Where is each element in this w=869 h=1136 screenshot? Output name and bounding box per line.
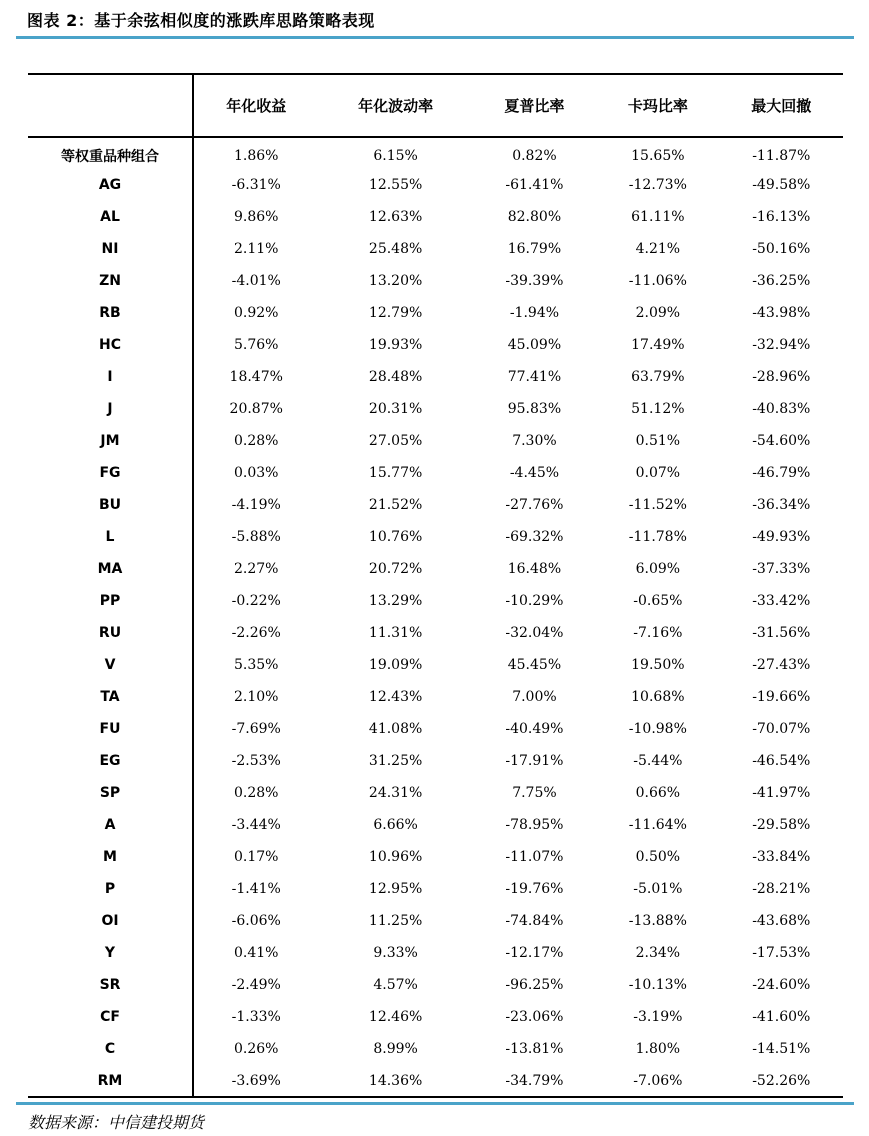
table-cell: 0.41%: [233, 945, 279, 961]
table-cell: 0.07%: [635, 465, 681, 481]
table-cell: -36.25%: [752, 273, 811, 289]
table-cell: -28.96%: [752, 369, 811, 385]
table-cell: 31.25%: [368, 753, 423, 769]
table-row: [28, 841, 843, 873]
row-label: I: [28, 361, 193, 393]
table-cell: 63.79%: [631, 369, 685, 385]
table-row: [28, 233, 843, 265]
table-cell: 6.15%: [373, 147, 418, 164]
table-row: [28, 521, 843, 553]
table-cell: -31.56%: [752, 625, 811, 641]
table-cell: 9.86%: [233, 209, 279, 225]
table-cell: -37.33%: [752, 561, 811, 577]
table-cell: -27.76%: [505, 497, 564, 513]
table-cell: 7.00%: [512, 689, 557, 705]
table-cell: 18.47%: [229, 369, 283, 385]
table-cell: 10.76%: [368, 529, 423, 545]
table-cell: 61.11%: [631, 209, 685, 225]
table-cell: 12.63%: [368, 209, 423, 225]
header-max-drawdown: 最大回撤: [720, 74, 843, 137]
table-cell: 45.09%: [507, 337, 562, 353]
table-row: [28, 969, 843, 1001]
table-cell: 20.31%: [368, 401, 423, 417]
table-cell: -4.45%: [509, 465, 560, 481]
table-cell: -5.88%: [231, 529, 281, 545]
table-cell: -6.31%: [231, 177, 281, 193]
table-cell: -0.22%: [231, 593, 281, 609]
row-label: 等权重品种组合: [28, 137, 193, 169]
header-calmar-ratio: 卡玛比率: [596, 74, 719, 137]
row-label: TA: [28, 681, 193, 713]
row-label: C: [28, 1033, 193, 1065]
table-cell: -11.64%: [628, 817, 687, 833]
table-cell: -54.60%: [752, 433, 811, 449]
table-cell: -43.98%: [752, 305, 811, 321]
header-annual-return: 年化收益: [193, 74, 318, 137]
row-label: CF: [28, 1001, 193, 1033]
table-cell: 0.66%: [635, 785, 681, 801]
table-cell: -41.97%: [752, 785, 811, 801]
table-cell: 1.86%: [233, 147, 279, 164]
title-divider: [16, 36, 854, 39]
table-cell: 12.95%: [368, 881, 423, 897]
table-cell: 95.83%: [507, 401, 562, 417]
table-cell: -3.44%: [231, 817, 281, 833]
table-cell: 6.66%: [373, 817, 418, 833]
table-cell: -70.07%: [752, 721, 811, 737]
table-cell: -7.16%: [633, 625, 683, 641]
table-row: [28, 137, 843, 169]
table-cell: 19.93%: [368, 337, 423, 353]
table-cell: -11.07%: [505, 849, 564, 865]
table-cell: 0.28%: [233, 785, 279, 801]
table-cell: -5.01%: [633, 881, 683, 897]
table-row: [28, 745, 843, 777]
table-cell: -1.94%: [509, 305, 560, 321]
table-cell: 15.77%: [368, 465, 423, 481]
table-cell: -24.60%: [752, 977, 811, 993]
table-cell: 14.36%: [318, 1065, 472, 1097]
table-cell: 4.21%: [635, 241, 681, 257]
table-cell: -12.73%: [628, 177, 687, 193]
table-cell: -46.54%: [752, 753, 811, 769]
table-row: [28, 265, 843, 297]
table-cell: 41.08%: [368, 721, 423, 737]
table-cell: -34.79%: [473, 1065, 596, 1097]
table-cell: -69.32%: [505, 529, 564, 545]
table-cell: 2.10%: [233, 689, 279, 705]
row-label: RU: [28, 617, 193, 649]
table-cell: -61.41%: [505, 177, 564, 193]
row-label: FG: [28, 457, 193, 489]
table-cell: -12.17%: [505, 945, 564, 961]
table-cell: 0.28%: [233, 433, 279, 449]
row-label: M: [28, 841, 193, 873]
table-cell: -50.16%: [752, 241, 811, 257]
table-body: [28, 137, 843, 1097]
row-label: RM: [28, 1065, 193, 1097]
table-row: [28, 1065, 843, 1097]
table-cell: -13.88%: [628, 913, 687, 929]
table-row: [28, 553, 843, 585]
table-cell: -11.06%: [628, 273, 687, 289]
table-row: [28, 457, 843, 489]
row-label: RB: [28, 297, 193, 329]
table-cell: -33.84%: [752, 849, 811, 865]
strategy-performance-table: [28, 73, 843, 1098]
table-row: [28, 617, 843, 649]
table-row: [28, 1033, 843, 1065]
row-label: V: [28, 649, 193, 681]
table-cell: -14.51%: [752, 1041, 811, 1057]
row-label: J: [28, 393, 193, 425]
table-cell: 0.03%: [233, 465, 279, 481]
table-row: [28, 425, 843, 457]
header-annual-volatility: 年化波动率: [318, 74, 472, 137]
table-cell: -0.65%: [633, 593, 683, 609]
table-cell: 0.82%: [512, 147, 557, 164]
table-cell: 17.49%: [631, 337, 685, 353]
table-cell: 20.87%: [229, 401, 283, 417]
table-cell: 6.09%: [635, 561, 681, 577]
table-cell: -16.13%: [752, 209, 811, 225]
table-cell: -49.93%: [752, 529, 811, 545]
table-cell: -3.19%: [633, 1009, 683, 1025]
row-label: ZN: [28, 265, 193, 297]
row-label: A: [28, 809, 193, 841]
table-cell: -7.69%: [231, 721, 281, 737]
table-cell: -6.06%: [231, 913, 281, 929]
table-cell: 0.92%: [233, 305, 279, 321]
table-cell: 4.57%: [373, 977, 418, 993]
table-row: [28, 873, 843, 905]
table-cell: -46.79%: [752, 465, 811, 481]
table-cell: -40.83%: [752, 401, 811, 417]
table-cell: 0.51%: [635, 433, 681, 449]
table-cell: 0.17%: [233, 849, 279, 865]
table-cell: 7.30%: [512, 433, 557, 449]
table-cell: -3.69%: [193, 1065, 318, 1097]
table-cell: -74.84%: [505, 913, 564, 929]
table-cell: 11.31%: [368, 625, 423, 641]
corner-cell: [28, 74, 193, 137]
table-cell: 51.12%: [631, 401, 685, 417]
table-cell: -52.26%: [720, 1065, 843, 1097]
table-cell: -17.53%: [752, 945, 811, 961]
table-cell: -5.44%: [633, 753, 683, 769]
table-cell: 1.80%: [635, 1041, 681, 1057]
table-cell: 11.25%: [368, 913, 423, 929]
table-cell: -29.58%: [752, 817, 811, 833]
row-label: MA: [28, 553, 193, 585]
table-cell: 2.34%: [635, 945, 681, 961]
table-cell: 45.45%: [507, 657, 562, 673]
table-cell: 2.09%: [635, 305, 681, 321]
table-cell: 7.75%: [512, 785, 557, 801]
row-label: L: [28, 521, 193, 553]
row-label: OI: [28, 905, 193, 937]
table-cell: 2.11%: [233, 241, 279, 257]
table-cell: 28.48%: [368, 369, 423, 385]
table-row: [28, 649, 843, 681]
row-label: AL: [28, 201, 193, 233]
table-row: [28, 169, 843, 201]
table-cell: -23.06%: [505, 1009, 564, 1025]
table-cell: -32.04%: [505, 625, 564, 641]
table-cell: -4.19%: [231, 497, 281, 513]
row-label: BU: [28, 489, 193, 521]
row-label: AG: [28, 169, 193, 201]
table-cell: -10.98%: [628, 721, 687, 737]
table-cell: 13.20%: [368, 273, 423, 289]
table-cell: 19.09%: [368, 657, 423, 673]
table-cell: -17.91%: [505, 753, 564, 769]
table-cell: 16.48%: [507, 561, 562, 577]
table-row: [28, 1001, 843, 1033]
table-cell: 13.29%: [368, 593, 423, 609]
table-cell: 5.76%: [233, 337, 279, 353]
row-label: HC: [28, 329, 193, 361]
table-row: [28, 777, 843, 809]
table-row: [28, 585, 843, 617]
table-cell: -11.78%: [628, 529, 687, 545]
table-row: [28, 681, 843, 713]
table-cell: 21.52%: [368, 497, 423, 513]
table-cell: 9.33%: [373, 945, 418, 961]
table-cell: -1.33%: [231, 1009, 281, 1025]
table-row: [28, 937, 843, 969]
table-cell: 10.68%: [631, 689, 685, 705]
header-sharpe-ratio: 夏普比率: [473, 74, 596, 137]
table-cell: 12.55%: [368, 177, 423, 193]
table-cell: -11.52%: [628, 497, 687, 513]
table-cell: -13.81%: [505, 1041, 564, 1057]
table-cell: -96.25%: [505, 977, 564, 993]
table-cell: -43.68%: [752, 913, 811, 929]
row-label: EG: [28, 745, 193, 777]
table-cell: -7.06%: [596, 1065, 719, 1097]
table-cell: -49.58%: [752, 177, 811, 193]
table-cell: 77.41%: [507, 369, 562, 385]
table-row: [28, 361, 843, 393]
table-row: [28, 329, 843, 361]
table-cell: -33.42%: [752, 593, 811, 609]
table-cell: -4.01%: [231, 273, 281, 289]
row-label: Y: [28, 937, 193, 969]
table-row: [28, 809, 843, 841]
table-cell: 27.05%: [368, 433, 423, 449]
row-label: SP: [28, 777, 193, 809]
row-label: PP: [28, 585, 193, 617]
table-cell: -28.21%: [752, 881, 811, 897]
table-cell: -10.13%: [628, 977, 687, 993]
table-cell: 10.96%: [368, 849, 423, 865]
table-cell: 15.65%: [631, 147, 685, 164]
table-cell: -36.34%: [752, 497, 811, 513]
table-cell: 12.43%: [368, 689, 423, 705]
table-cell: 16.79%: [507, 241, 562, 257]
table-row: [28, 297, 843, 329]
table-cell: -1.41%: [231, 881, 281, 897]
source-note: 数据来源：中信建投期货: [28, 1113, 205, 1132]
table-row: [28, 201, 843, 233]
table-row: [28, 905, 843, 937]
table-cell: -2.26%: [231, 625, 281, 641]
table-row: [28, 713, 843, 745]
table-row: [28, 393, 843, 425]
table-cell: -2.53%: [231, 753, 281, 769]
table-cell: -10.29%: [505, 593, 564, 609]
table-cell: -32.94%: [752, 337, 811, 353]
table-cell: -27.43%: [752, 657, 811, 673]
table-cell: 2.27%: [233, 561, 279, 577]
table-cell: 20.72%: [368, 561, 423, 577]
table-cell: -19.76%: [505, 881, 564, 897]
table-cell: 8.99%: [373, 1041, 418, 1057]
table-row: [28, 489, 843, 521]
row-label: SR: [28, 969, 193, 1001]
table-header-row: [28, 74, 843, 137]
table-cell: -40.49%: [505, 721, 564, 737]
table-cell: 12.46%: [368, 1009, 423, 1025]
bottom-divider: [16, 1102, 854, 1105]
figure-title: 图表 2：基于余弦相似度的涨跌库思路策略表现: [27, 11, 375, 30]
table-cell: 12.79%: [368, 305, 423, 321]
table-cell: 24.31%: [368, 785, 423, 801]
table-cell: 0.50%: [635, 849, 681, 865]
table-cell: -11.87%: [752, 147, 811, 164]
row-label: JM: [28, 425, 193, 457]
row-label: P: [28, 873, 193, 905]
row-label: FU: [28, 713, 193, 745]
table-cell: 0.26%: [233, 1041, 279, 1057]
table-cell: -78.95%: [505, 817, 564, 833]
table-cell: -39.39%: [505, 273, 564, 289]
table-cell: 25.48%: [368, 241, 423, 257]
table-cell: -19.66%: [752, 689, 811, 705]
table-cell: -41.60%: [752, 1009, 811, 1025]
table-cell: 82.80%: [507, 209, 562, 225]
table-cell: 5.35%: [233, 657, 279, 673]
table-cell: 19.50%: [631, 657, 685, 673]
row-label: NI: [28, 233, 193, 265]
table-cell: -2.49%: [231, 977, 281, 993]
